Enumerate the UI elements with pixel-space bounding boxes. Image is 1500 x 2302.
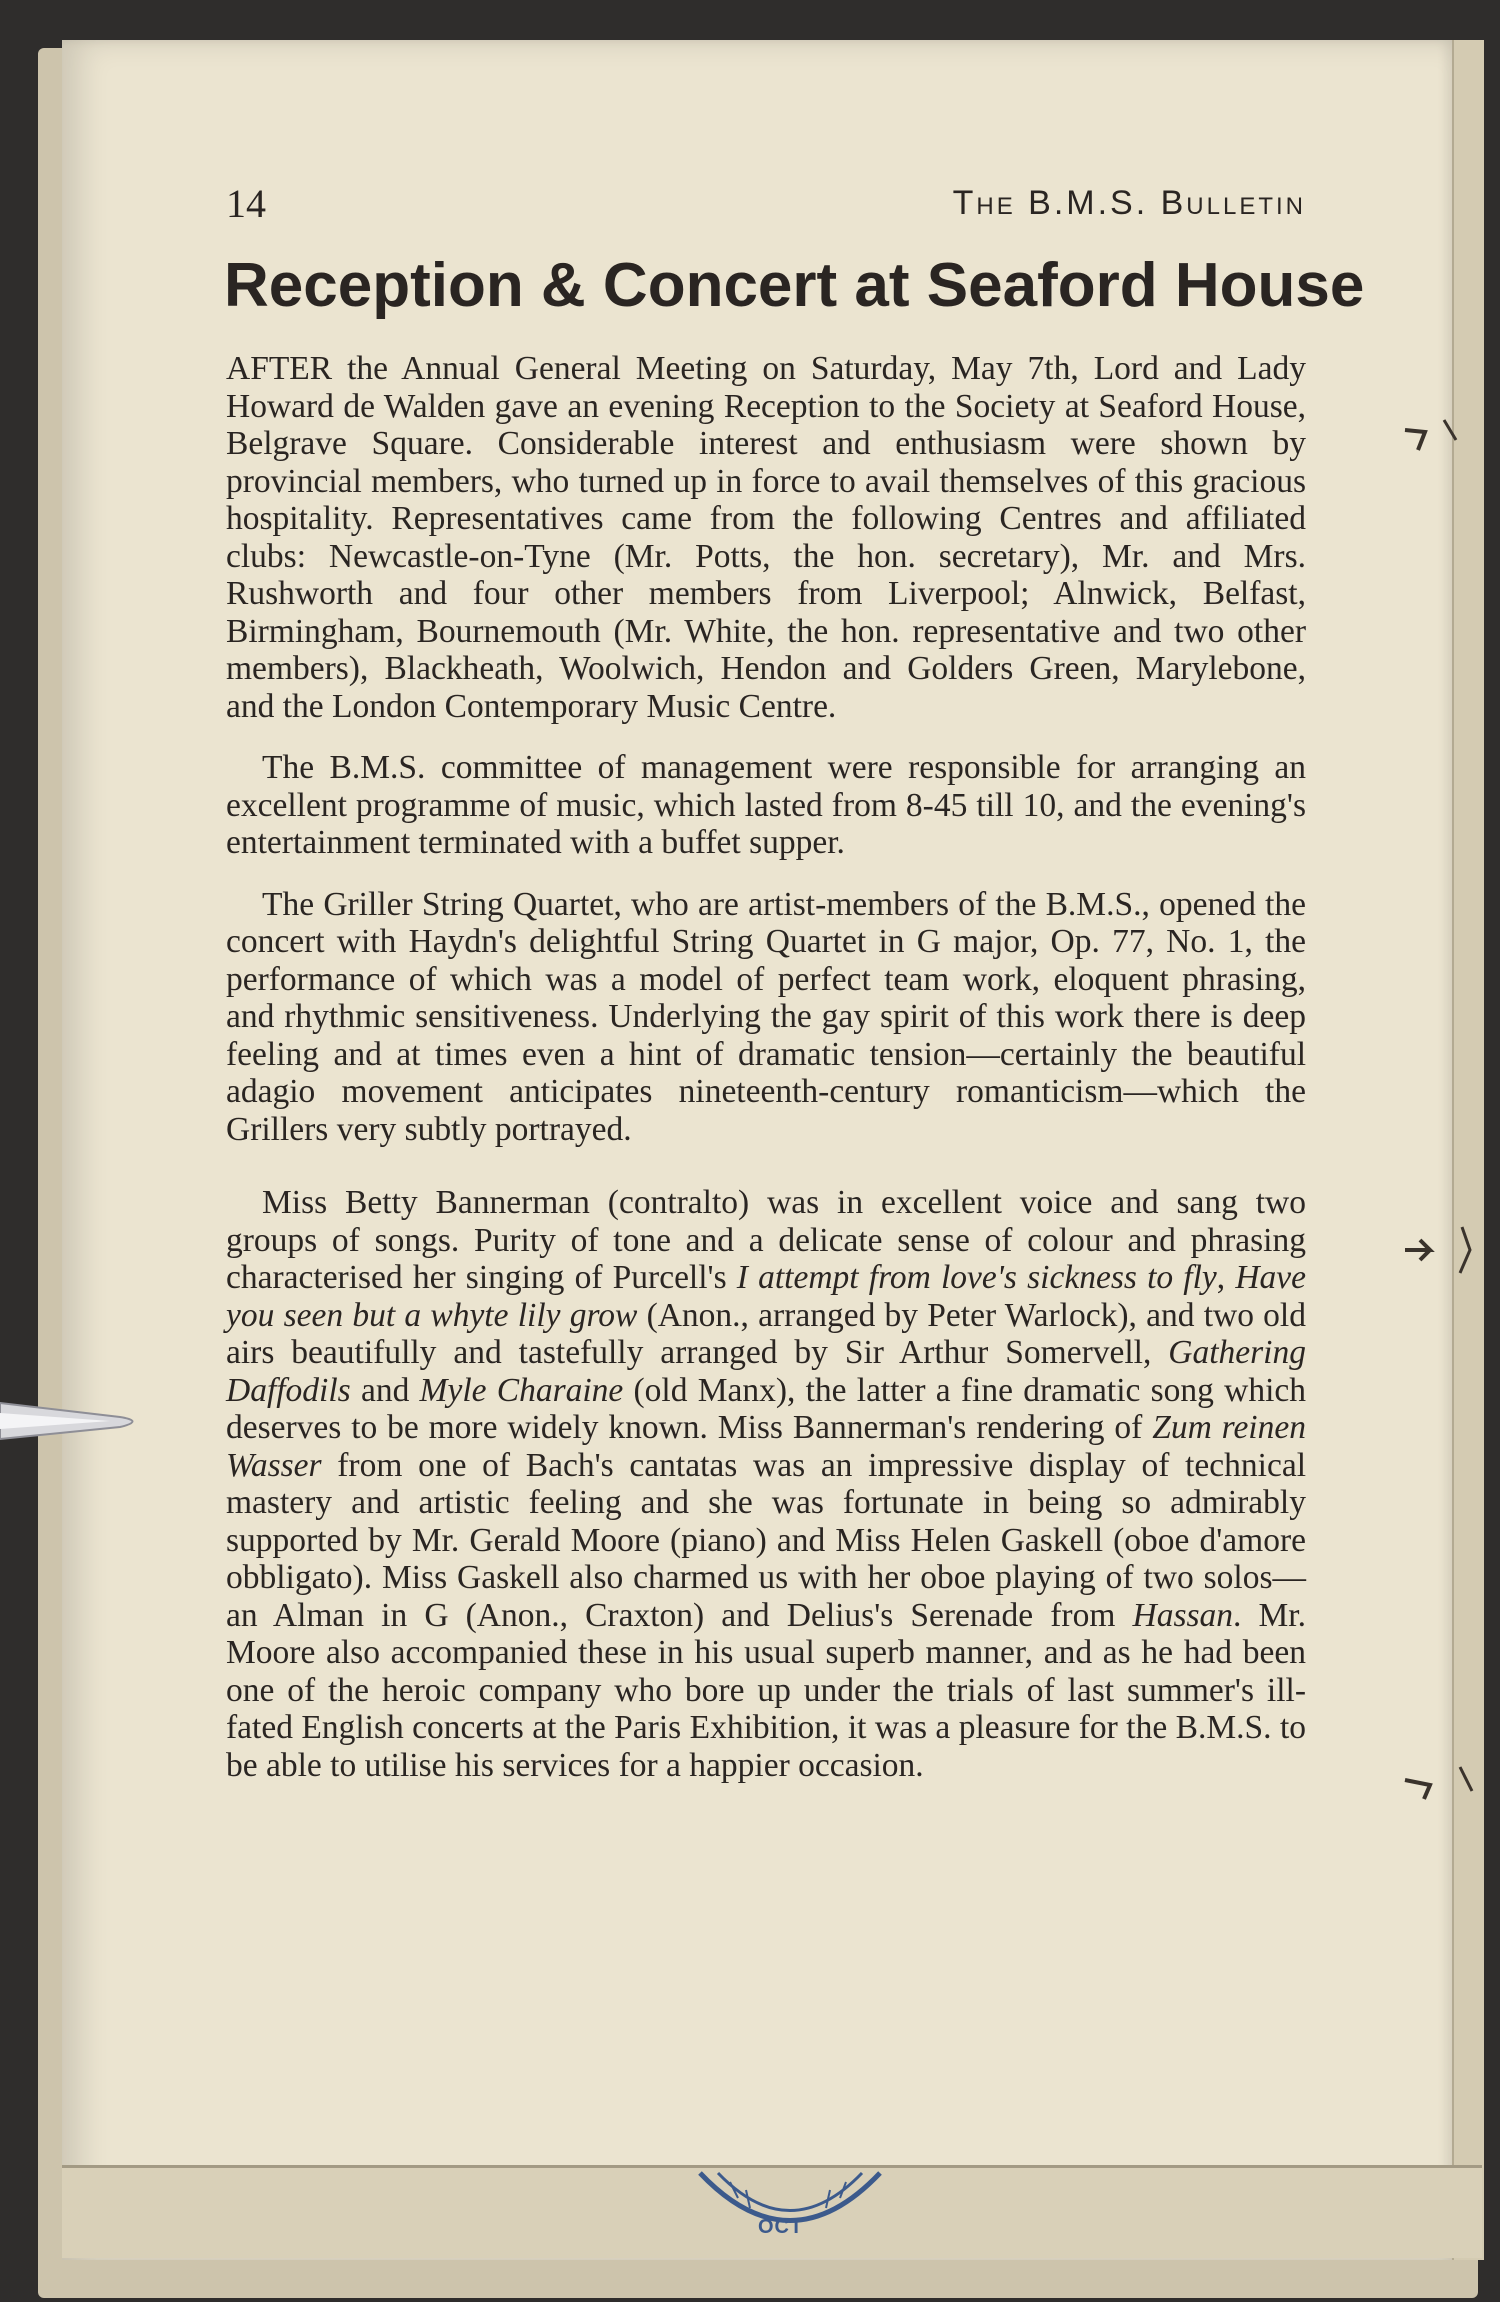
stitch-mark-icon bbox=[1400, 410, 1460, 460]
paragraph-4 bbox=[226, 1184, 1306, 1784]
work-title: Hassan bbox=[1132, 1596, 1234, 1634]
library-stamp bbox=[690, 2168, 890, 2253]
text-run: . Mr. Moore also accompanied these in his usual superb manner, and as he had been one of the heroic company who bore up under the trials of last summer's ill-fated English concerts at the Paris Exhibition, it was a pleasure for the B.M.S. to be able to utilise his services for a happier occasion. bbox=[226, 1596, 1306, 1784]
paragraph-1: AFTER the Annual General Meeting on Saturday, May 7th, Lord and Lady Howard de Walden gave an evening Reception to the Society at Seaford House, Belgrave Square. Considerable interest and enthusiasm were shown by provincial members, who turned up in force to avail themselves of this gracious hospitality. Representatives came from the following Centres and affiliated clubs: Newcastle-on-Tyne (Mr. Potts, the hon. secretary), Mr. and Mrs. Rushworth and four other members from Liverpool; Alnwick, Belfast, Birmingham, Bournemouth (Mr. White, the hon. representative and two other members), Blackheath, Woolwich, Hendon and Golders Green, Marylebone, and the London Contemporary Music Centre. bbox=[226, 350, 1306, 725]
song-title: I attempt from love's sickness to fly bbox=[736, 1259, 1217, 1296]
song-title: Gathering Daffodils bbox=[226, 1334, 1306, 1409]
stitch-mark-icon bbox=[1400, 1215, 1480, 1285]
text-run: Miss Betty Bannerman (contralto) was in excellent voice and sang two groups of songs. Purity of tone and a delicate sense of colour and phrasing characterised her singing of Purcell's bbox=[226, 1184, 1306, 1296]
page-edge-right bbox=[1452, 40, 1484, 2260]
stitch-mark-icon bbox=[1400, 1755, 1480, 1815]
text-run: and bbox=[350, 1371, 420, 1409]
binding-clip bbox=[0, 1395, 150, 1445]
article-body bbox=[226, 350, 1306, 1784]
text-run: , bbox=[1216, 1259, 1236, 1296]
stamp-text: OCT bbox=[758, 2216, 804, 2238]
running-title: The B.M.S. Bulletin bbox=[952, 184, 1306, 222]
text-run: (Anon., arranged by Peter Warlock), and two old airs beautifully and tastefully arranged by Sir Arthur Somervell, bbox=[226, 1296, 1306, 1371]
paragraph-3: The Griller String Quartet, who are artist-members of the B.M.S., opened the concert with Haydn's delightful String Quartet in G major, Op. 77, No. 1, the performance of which was a model of perfect team work, eloquent phrasing, and rhythmic sensitiveness. Underlying the gay spirit of this work there is deep feeling and at times even a hint of dramatic tension—certainly the beautiful adagio movement anticipates nineteenth-century romanticism—which the Grillers very subtly portrayed. bbox=[226, 885, 1306, 1148]
article-title: Reception & Concert at Seaford House bbox=[224, 251, 1365, 320]
page-header bbox=[226, 180, 1306, 230]
song-title: Zum reinen Wasser bbox=[226, 1409, 1306, 1484]
paragraph-2: The B.M.S. committee of management were responsible for arranging an excellent programme of music, which lasted from 8-45 till 10, and the evening's entertainment terminated with a buffet supper. bbox=[226, 749, 1306, 861]
page-number: 14 bbox=[226, 181, 266, 226]
text-run: from one of Bach's cantatas was an impressive display of technical mastery and artistic feeling and she was fortunate in being so admirably supported by Mr. Gerald Moore (piano) and Miss Helen Gaskell (oboe d'amore obbligato). Miss Gaskell also charmed us with her oboe playing of two solos—an Alman in G (Anon., Craxton) and Delius's Serenade from bbox=[226, 1446, 1306, 1634]
song-title: Myle Charaine bbox=[419, 1371, 624, 1409]
text-run: (old Manx), the latter a fine dramatic song which deserves to be more widely known. Miss Bannerman's rendering of bbox=[226, 1371, 1306, 1446]
song-title: Have you seen but a whyte lily grow bbox=[226, 1259, 1307, 1334]
